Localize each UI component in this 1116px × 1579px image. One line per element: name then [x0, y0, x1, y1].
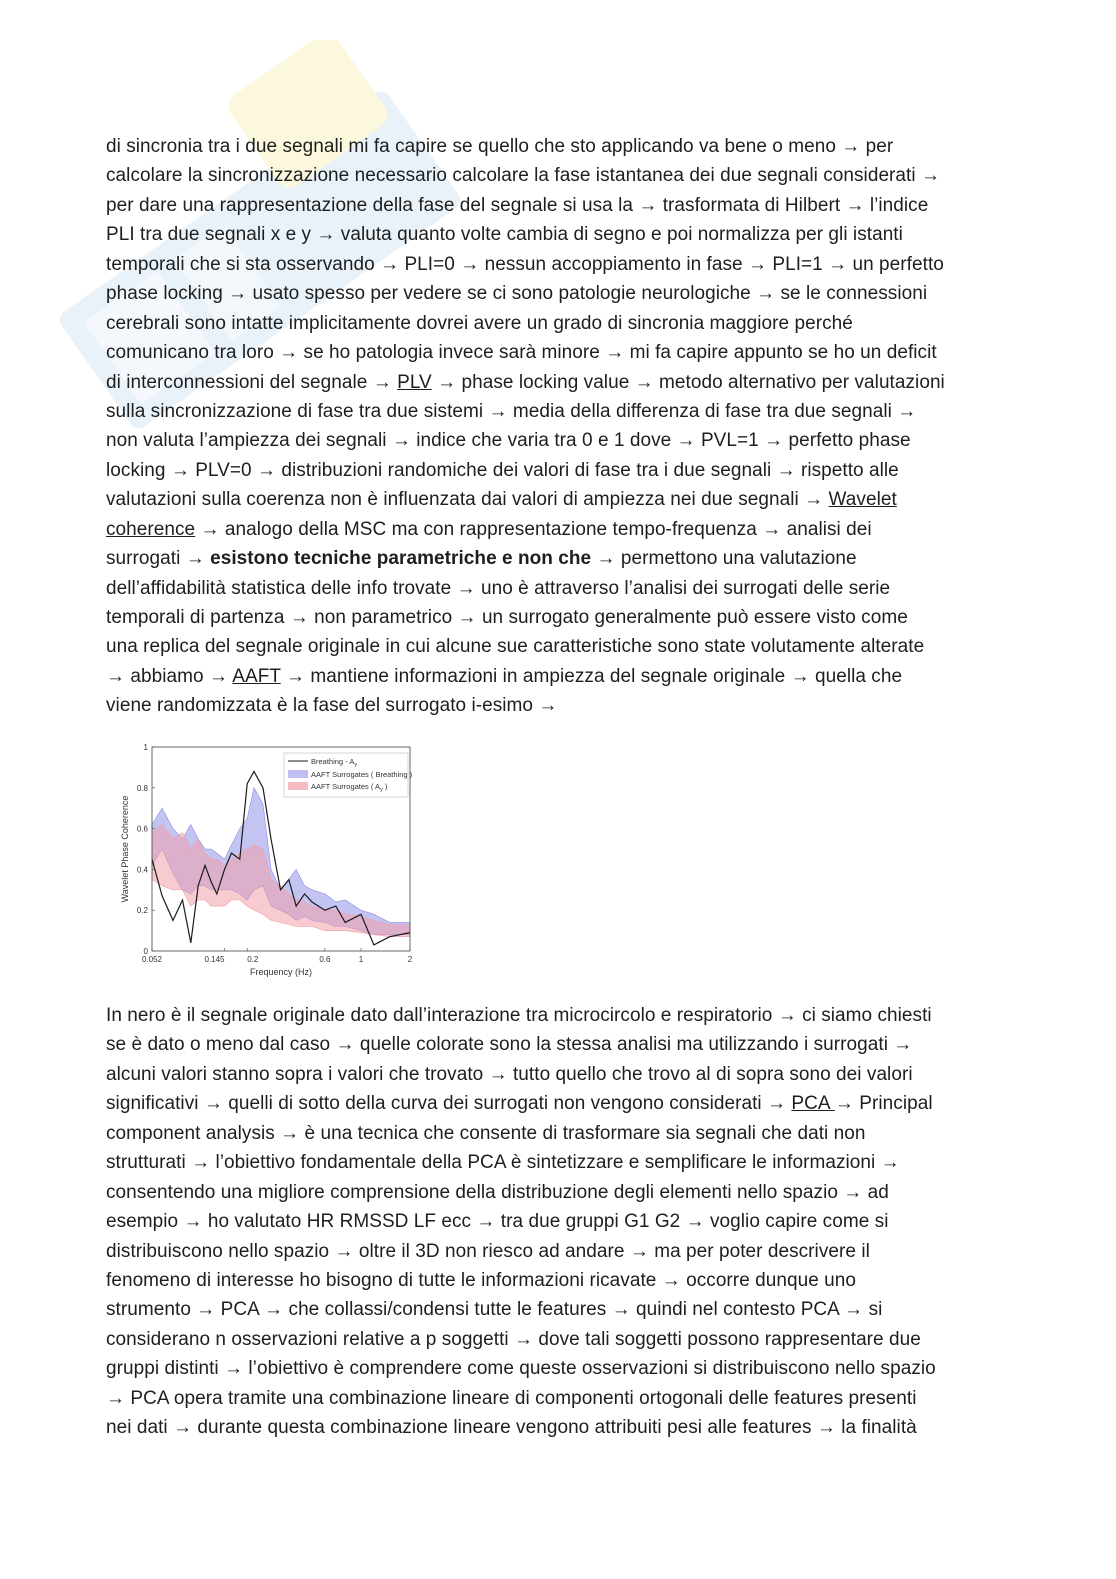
text-line: coherence → analogo della MSC ma con rappresentazione tempo-frequenza → analisi dei	[106, 518, 872, 540]
y-tick-label: 0.4	[136, 865, 148, 875]
x-tick-label: 0.145	[204, 955, 225, 964]
wavelet-coherence-figure	[112, 737, 422, 987]
text-line: cerebrali sono intatte implicitamente dovrei avere un grado di sincronia maggiore perché	[106, 312, 853, 334]
text-line: locking → PLV=0 → distribuzioni randomiche dei valori di fase tra i due segnali → rispetto alle	[106, 459, 899, 481]
x-tick-label: 0.052	[141, 955, 163, 964]
paragraph-intro	[106, 132, 1006, 721]
text-line: strumento → PCA → che collassi/condensi tutte le features → quindi nel contesto PCA → si	[106, 1299, 883, 1321]
text-line: nei dati → durante questa combinazione lineare vengono attribuiti pesi alle features → la finalità	[106, 1417, 917, 1439]
y-axis-label: Wavelet Phase Coherence	[120, 795, 130, 903]
y-tick-label: 0.2	[136, 906, 148, 916]
term-coherence: coherence	[106, 518, 196, 540]
legend-swatch-surrogate-breathing	[288, 770, 308, 778]
text-line: consentendo una migliore comprensione della distribuzione degli elementi nello spazio → ad	[106, 1181, 889, 1203]
legend-label-surrogate-ay: AAFT Surrogates ( $A_y$ )	[311, 782, 388, 793]
text-line: di sincronia tra i due segnali mi fa capire se quello che sto applicando va bene o meno → per	[106, 136, 894, 157]
text-line: di interconnessioni del segnale → PLV → phase locking value → metodo alternativo per valutazioni	[106, 371, 945, 393]
text-line: se è dato o meno dal caso → quelle colorate sono la stessa analisi ma utilizzando i surrogati →	[106, 1034, 913, 1056]
text-line: dell’affidabilità statistica delle info trovate → uno è attraverso l’analisi dei surrogati delle serie	[106, 577, 891, 599]
text-line: viene randomizzata è la fase del surrogato i-esimo →	[106, 695, 558, 717]
text-line: non valuta l’ampiezza dei segnali → indice che varia tra 0 e 1 dove → PVL=1 → perfetto phase	[106, 430, 911, 452]
x-tick-label: 0.6	[319, 955, 331, 964]
text-line: per dare una rappresentazione della fase del segnale si usa la → trasformata di Hilbert → l’indice	[106, 194, 929, 216]
text-line: temporali che si sta osservando → PLI=0 → nessun accoppiamento in fase → PLI=1 → un perfetto	[106, 253, 944, 275]
text-line: comunicano tra loro → se ho patologia invece sarà minore → mi fa capire appunto se ho un deficit	[106, 342, 937, 364]
term-pca: PCA	[791, 1093, 835, 1115]
text-line: significativi → quelli di sotto della curva dei surrogati non vengono considerati → PCA → Principal	[106, 1093, 933, 1115]
chart-legend	[284, 753, 413, 797]
text-line: PLI tra due segnali x e y → valuta quanto volte cambia di segno e poi normalizza per gli istanti	[106, 224, 903, 246]
text-line: temporali di partenza → non parametrico → un surrogato generalmente può essere visto come	[106, 607, 908, 628]
text-line: sulla sincronizzazione di fase tra due sistemi → media della differenza di fase tra due segnali →	[106, 400, 917, 422]
text-line: fenomeno di interesse ho bisogno di tutte le informazioni ricavate → occorre dunque uno	[106, 1269, 857, 1291]
term-plv: PLV	[397, 371, 432, 393]
term-wavelet: Wavelet	[828, 489, 897, 511]
text-line: component analysis → è una tecnica che consente di trasformare sia segnali che dati non	[106, 1122, 866, 1144]
x-axis-label: Frequency (Hz)	[249, 967, 313, 977]
text-line: strutturati → l’obiettivo fondamentale della PCA è sintetizzare e semplificare le informazioni →	[106, 1152, 900, 1174]
y-tick-label: 1	[143, 743, 148, 752]
text-line: calcolare la sincronizzazione necessario calcolare la fase istantanea dei due segnali considerati →	[106, 165, 941, 187]
legend-swatch-surrogate-ay	[288, 782, 308, 790]
text-line: distribuiscono nello spazio → oltre il 3D non riesco ad andare → ma per poter descrivere il	[106, 1240, 870, 1262]
text-line: In nero è il segnale originale dato dall’interazione tra microcircolo e respiratorio → ci siamo chiesti	[106, 1005, 932, 1026]
text-line: esempio → ho valutato HR RMSSD LF ecc → tra due gruppi G1 G2 → voglio capire come si	[106, 1211, 889, 1233]
y-tick-label: 0.8	[136, 783, 148, 793]
text-line: gruppi distinti → l’obiettivo è comprendere come queste osservazioni si distribuiscono nello spazio	[106, 1358, 936, 1380]
x-tick-label: 0.2	[247, 955, 259, 964]
y-tick-label: 0.6	[136, 824, 148, 834]
text-line: → abbiamo → AAFT → mantiene informazioni in ampiezza del segnale originale → quella che	[106, 665, 903, 687]
y-tick-label: 0	[143, 947, 148, 956]
x-tick-label: 2	[407, 955, 413, 964]
text-line: phase locking → usato spesso per vedere se ci sono patologie neurologiche → se le connessioni	[106, 283, 928, 305]
text-line: surrogati → esistono tecniche parametriche e non che → permettono una valutazione	[106, 548, 857, 570]
text-line: alcuni valori stanno sopra i valori che trovato → tutto quello che trovo al di sopra sono dei valori	[106, 1063, 913, 1085]
text-line: valutazioni sulla coerenza non è influenzata dai valori di ampiezza nei due segnali → Wavelet	[106, 489, 897, 511]
x-tick-label: 1	[358, 955, 364, 964]
legend-label-surrogate-breathing: AAFT Surrogates ( Breathing )	[311, 770, 413, 779]
text-line: → PCA opera tramite una combinazione lineare di componenti ortogonali delle features presenti	[106, 1387, 917, 1409]
bold-phrase: esistono tecniche parametriche e non che	[210, 548, 592, 570]
term-aaft: AAFT	[232, 665, 281, 687]
chart-svg	[112, 737, 422, 987]
legend-label-original: Breathing - $A_y$	[311, 757, 358, 768]
paragraph-explanation	[106, 1001, 1006, 1443]
text-line: una replica del segnale originale in cui alcune sue caratteristiche sono state volutamente alterate	[106, 636, 925, 658]
text-line: considerano n osservazioni relative a p soggetti → dove tali soggetti possono rappresentare due	[106, 1328, 921, 1350]
